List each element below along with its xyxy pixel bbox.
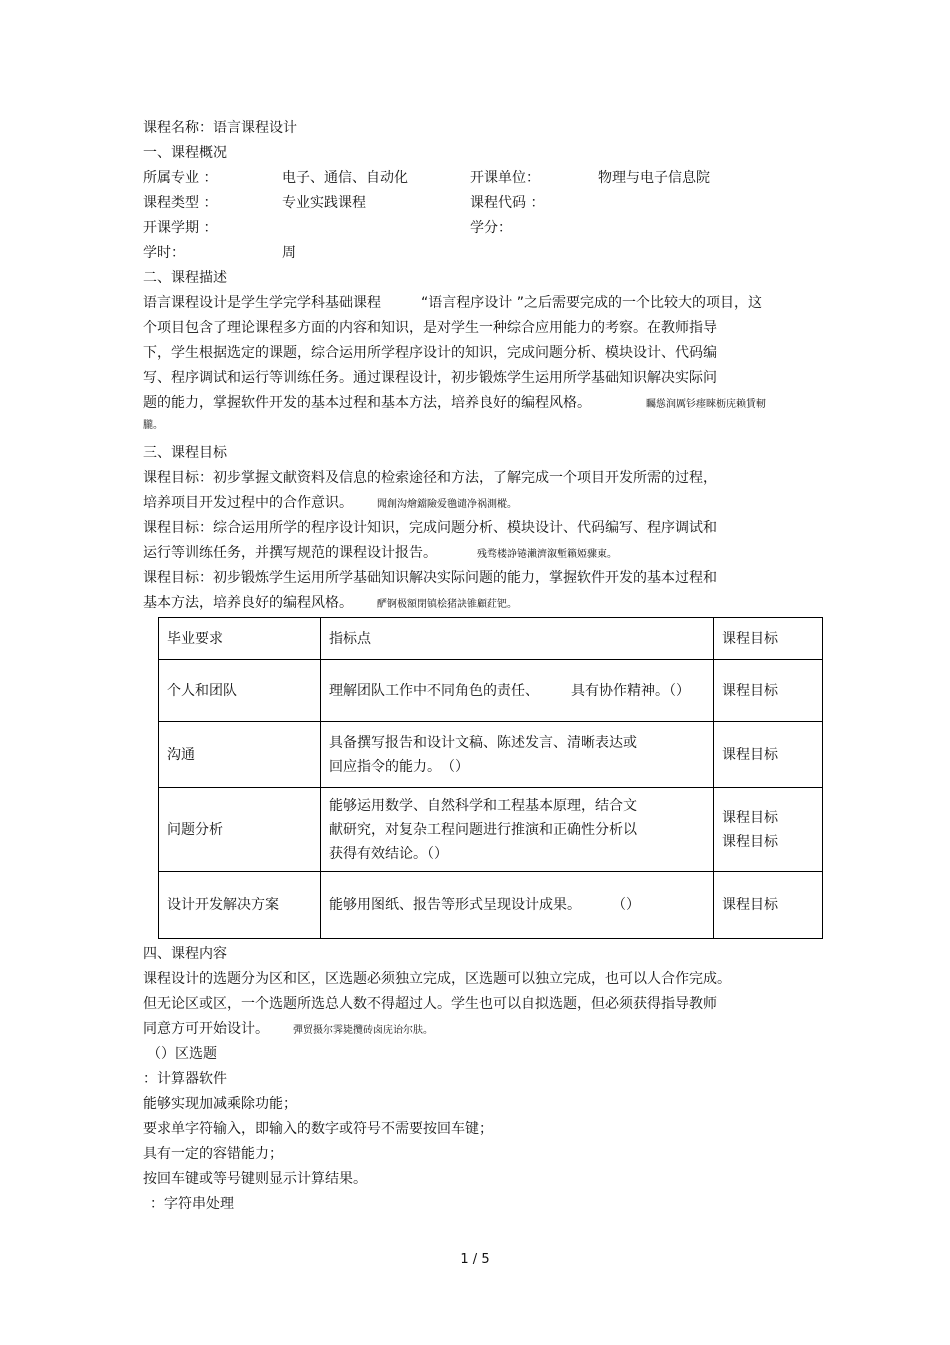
indicator-text: 具备撰写报告和设计文稿、陈述发言、清晰表达或 (329, 734, 637, 751)
section-heading-content: 四、课程内容 (143, 946, 227, 962)
table-cell-goal: 课程目标 (714, 722, 823, 788)
field-value-hours: 周 (282, 245, 296, 261)
content-text: 同意方可开始设计。 (143, 1021, 269, 1037)
goal-text: 基本方法，培养良好的编程风格。 (143, 595, 353, 611)
table-cell-requirement: 问题分析 (159, 788, 321, 872)
table-cell-requirement: 沟通 (159, 722, 321, 788)
noise-text: 聞創沟燴鐺險爱氇谴净祸測樅。 (377, 499, 517, 510)
table-row (159, 660, 823, 722)
noise-text: 酽锕极額閉镇桧猪訣锥顧荭钯。 (377, 599, 517, 610)
description-line (143, 293, 762, 313)
page-number: 1 / 5 (460, 1252, 490, 1267)
indicator-text: 获得有效结论。（） (329, 845, 448, 862)
table-cell-indicator (321, 660, 714, 722)
table-header-cell: 指标点 (321, 618, 714, 660)
goal-line: 课程目标：初步锻炼学生运用所学基础知识解决实际问题的能力，掌握软件开发的基本过程和 (143, 570, 717, 586)
table-cell-indicator (321, 722, 714, 788)
table-cell-goal (714, 788, 823, 872)
description-text: “语言程序设计 ”之后需要完成的一个比较大的项目，这 (421, 295, 762, 311)
topic-item-string: ：字符串处理 (150, 1196, 234, 1212)
description-text: 语言课程设计是学生学完学科基础课程 (143, 295, 381, 311)
table-cell-requirement: 个人和团队 (159, 660, 321, 722)
table-header-cell: 课程目标 (714, 618, 823, 660)
requirement-line: 具有一定的容错能力； (143, 1146, 283, 1162)
table-cell-goal: 课程目标 (714, 660, 823, 722)
goal-text: 培养项目开发过程中的合作意识。 (143, 495, 353, 511)
requirement-line: 能够实现加减乘除功能； (143, 1096, 297, 1112)
field-value-major: 电子、通信、自动化 (282, 170, 408, 186)
content-line (143, 1019, 433, 1039)
requirement-line: 要求单字符输入，即输入的数字或符号不需要按回车键； (143, 1121, 493, 1137)
goal-text: 运行等训练任务，并撰写规范的课程设计报告。 (143, 545, 437, 561)
requirement-line: 按回车键或等号键则显示计算结果。 (143, 1171, 367, 1187)
goal-line: 课程目标：初步掌握文献资料及信息的检索途径和方法，了解完成一个项目开发所需的过程， (143, 470, 717, 486)
indicator-text: 能够运用数学、自然科学和工程基本原理，结合文 (329, 797, 637, 814)
noise-text: 彈贸摄尔霁毙攬砖卤庑诒尔肤。 (293, 1025, 433, 1036)
goal-line (143, 593, 517, 613)
table-cell-indicator (321, 788, 714, 872)
goal-line (143, 493, 517, 513)
table-header-cell: 毕业要求 (159, 618, 321, 660)
table-row (159, 722, 823, 788)
course-name-line: 课程名称：语言课程设计 (143, 120, 297, 136)
field-label-hours: 学时： (143, 245, 185, 261)
indicator-text: 能够用图纸、报告等形式呈现设计成果。 (329, 897, 581, 913)
table-cell-indicator (321, 872, 714, 939)
section-heading-description: 二、课程描述 (143, 270, 227, 286)
noise-text: 残骛楼諍锩瀨濟溆塹籟婭骤東。 (477, 549, 617, 560)
field-value-type: 专业实践课程 (282, 195, 366, 211)
indicator-text: 具有协作精神。（） (571, 682, 690, 699)
content-line: 课程设计的选题分为区和区，区选题必须独立完成，区选题可以独立完成，也可以人合作完成。 (143, 971, 731, 987)
topic-item-calculator: ：计算器软件 (143, 1071, 227, 1087)
topic-group-heading: （）区选题 (147, 1046, 217, 1062)
field-label-unit: 开课单位： (470, 170, 540, 186)
goal-text: 课程目标 (722, 833, 778, 850)
section-heading-goals: 三、课程目标 (143, 445, 227, 461)
goal-line (143, 543, 617, 563)
field-label-credit: 学分： (470, 220, 512, 236)
description-line (143, 393, 766, 413)
description-line: 写、程序调试和运行等训练任务。通过课程设计，初步锻炼学生运用所学基础知识解决实际问 (143, 370, 717, 386)
goal-text: 课程目标 (722, 809, 778, 826)
indicator-text: （） (619, 897, 640, 913)
field-value-unit: 物理与电子信息院 (598, 170, 710, 186)
indicator-text: 理解团队工作中不同角色的责任、 (329, 682, 539, 699)
content-line: 但无论区或区，一个选题所选总人数不得超过人。学生也可以自拟选题，但必须获得指导教师 (143, 996, 717, 1012)
field-label-type: 课程类型 ： (143, 195, 218, 211)
table-row (159, 788, 823, 872)
table-header-row (159, 618, 823, 660)
table-row (159, 872, 823, 939)
section-heading-overview: 一、课程概况 (143, 145, 227, 161)
table-cell-goal: 课程目标 (714, 872, 823, 939)
description-text: 题的能力，掌握软件开发的基本过程和基本方法，培养良好的编程风格。 (143, 395, 591, 411)
description-line: 下，学生根据选定的课题，综合运用所学程序设计的知识，完成问题分析、模块设计、代码编 (143, 345, 717, 361)
graduation-requirements-table (158, 617, 823, 939)
indicator-text: 献研究，对复杂工程问题进行推演和正确性分析以 (329, 821, 637, 838)
field-label-semester: 开课学期 ： (143, 220, 218, 236)
field-label-major: 所属专业 ： (143, 170, 218, 186)
noise-text: 朧。 (143, 420, 163, 431)
indicator-text: 回应指令的能力。 （） (329, 758, 469, 775)
table-cell-requirement: 设计开发解决方案 (159, 872, 321, 939)
noise-text: 矚慫润厲钐瘗睞枥庑赖賃軔 (646, 399, 766, 410)
description-line: 个项目包含了理论课程多方面的内容和知识，是对学生一种综合应用能力的考察。在教师指导 (143, 320, 717, 336)
field-label-code: 课程代码 ： (470, 195, 545, 211)
goal-line: 课程目标：综合运用所学的程序设计知识，完成问题分析、模块设计、代码编写、程序调试和 (143, 520, 717, 536)
